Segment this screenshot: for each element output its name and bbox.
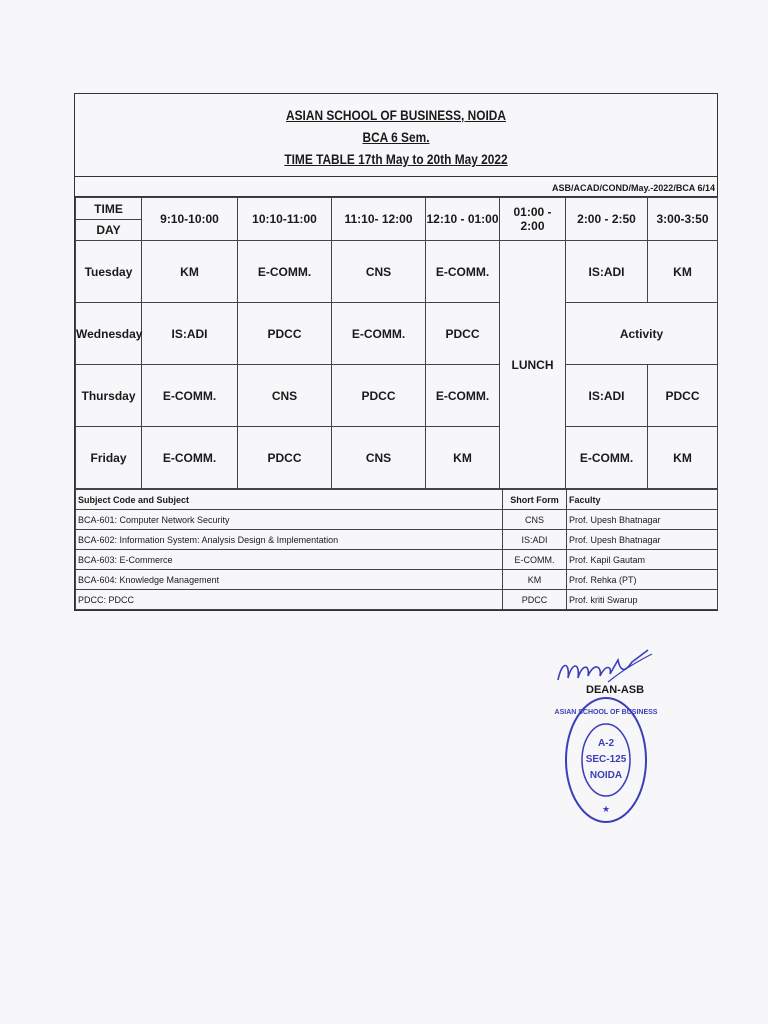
day-cell: Friday <box>76 427 142 489</box>
timetable-grid <box>75 197 718 489</box>
slot-header: 12:10 - 01:00 <box>426 198 500 241</box>
signature-stroke <box>558 650 648 680</box>
timetable-row <box>76 241 718 303</box>
faculty-name: Prof. Upesh Bhatnagar <box>567 530 718 550</box>
class-cell: IS:ADI <box>566 365 648 427</box>
stamp-center-line: A-2 <box>597 738 615 749</box>
stamp-center-line: SEC-125 <box>585 754 627 765</box>
day-cell: Thursday <box>76 365 142 427</box>
short-form-col-header: Short Form <box>503 490 567 510</box>
day-cell: Wednesday <box>76 303 142 365</box>
activity-cell: Activity <box>566 303 718 365</box>
class-cell: KM <box>648 241 718 303</box>
reference-number: ASB/ACAD/COND/May.-2022/BCA 6/14 <box>75 177 717 197</box>
class-cell: KM <box>648 427 718 489</box>
class-cell: KM <box>142 241 238 303</box>
faculty-name: Prof. kriti Swarup <box>567 590 718 610</box>
slot-header: 2:00 - 2:50 <box>566 198 648 241</box>
class-cell: CNS <box>238 365 332 427</box>
timetable-row <box>76 303 718 365</box>
stamp-star-icon: ★ <box>601 804 611 814</box>
slot-header: 9:10-10:00 <box>142 198 238 241</box>
subject-row <box>76 530 718 550</box>
class-cell: PDCC <box>332 365 426 427</box>
subject-name: BCA-604: Knowledge Management <box>76 570 503 590</box>
class-cell: E-COMM. <box>238 241 332 303</box>
short-form: E-COMM. <box>503 550 567 570</box>
slot-header: 10:10-11:00 <box>238 198 332 241</box>
school-name: ASIAN SCHOOL OF BUSINESS, NOIDA <box>286 107 506 123</box>
course-name: BCA 6 Sem. <box>362 129 430 145</box>
class-cell: E-COMM. <box>332 303 426 365</box>
stamp-center-line: NOIDA <box>589 770 623 781</box>
timetable-header-row <box>76 198 718 241</box>
slot-header: 3:00-3:50 <box>648 198 718 241</box>
day-label: DAY <box>96 222 121 237</box>
school-stamp <box>554 694 658 826</box>
short-form: PDCC <box>503 590 567 610</box>
subject-name: BCA-602: Information System: Analysis Design & Implementation <box>76 530 503 550</box>
faculty-name: Prof. Upesh Bhatnagar <box>567 510 718 530</box>
subject-name: BCA-603: E-Commerce <box>76 550 503 570</box>
stamp-ring-text: ASIAN SCHOOL OF BUSINESS <box>554 709 658 716</box>
class-cell: CNS <box>332 427 426 489</box>
class-cell: PDCC <box>238 427 332 489</box>
timetable-document <box>74 93 718 611</box>
subject-name: PDCC: PDCC <box>76 590 503 610</box>
faculty-name: Prof. Rehka (PT) <box>567 570 718 590</box>
class-cell: E-COMM. <box>142 427 238 489</box>
class-cell: PDCC <box>426 303 500 365</box>
subject-col-header: Subject Code and Subject <box>76 490 503 510</box>
timetable-row <box>76 365 718 427</box>
timetable-title: TIME TABLE 17th May to 20th May 2022 <box>284 151 508 167</box>
time-day-header <box>76 198 142 241</box>
faculty-col-header: Faculty <box>567 490 718 510</box>
subject-header-row <box>76 490 718 510</box>
short-form: CNS <box>503 510 567 530</box>
timetable-row <box>76 427 718 489</box>
class-cell: IS:ADI <box>142 303 238 365</box>
class-cell: PDCC <box>648 365 718 427</box>
short-form: IS:ADI <box>503 530 567 550</box>
faculty-name: Prof. Kapil Gautam <box>567 550 718 570</box>
lunch-cell: LUNCH <box>500 241 566 489</box>
subject-row <box>76 570 718 590</box>
document-header <box>75 94 717 177</box>
class-cell: E-COMM. <box>566 427 648 489</box>
day-cell: Tuesday <box>76 241 142 303</box>
subject-row <box>76 510 718 530</box>
subject-table <box>75 489 718 610</box>
subject-name: BCA-601: Computer Network Security <box>76 510 503 530</box>
short-form: KM <box>503 570 567 590</box>
class-cell: CNS <box>332 241 426 303</box>
class-cell: E-COMM. <box>426 365 500 427</box>
dean-designation: DEAN-ASB <box>586 684 645 696</box>
signature-underline <box>608 654 652 682</box>
slot-header: 01:00 - 2:00 <box>500 198 566 241</box>
class-cell: E-COMM. <box>426 241 500 303</box>
class-cell: PDCC <box>238 303 332 365</box>
subject-row <box>76 550 718 570</box>
class-cell: E-COMM. <box>142 365 238 427</box>
slot-header: 11:10- 12:00 <box>332 198 426 241</box>
time-label: TIME <box>76 199 141 220</box>
subject-row <box>76 590 718 610</box>
class-cell: IS:ADI <box>566 241 648 303</box>
class-cell: KM <box>426 427 500 489</box>
